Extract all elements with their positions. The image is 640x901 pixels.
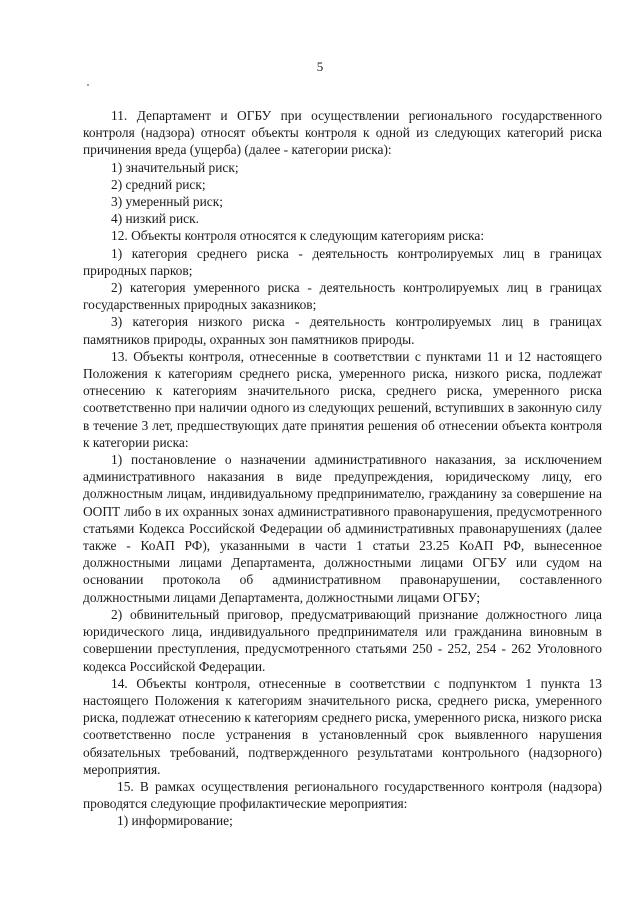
paragraph: 13. Объекты контроля, отнесенные в соответствии с пунктами 11 и 12 настоящего Положения к категориям среднего риска, умеренного риска, низкого риска, подлежат отнесению к категориям значительного риска, среднего риска, умеренного риска соответственно при наличии одного из следующих решений, вступивших в законную силу в течение 3 лет, предшествующих дате принятия решения об отнесении объекта контроля к категории риска: [83, 348, 602, 450]
paragraph: 1) информирование; [117, 813, 233, 829]
document-body [83, 107, 602, 830]
paragraph: 3) умеренный риск; [111, 194, 223, 210]
paragraph: 11. Департамент и ОГБУ при осуществлении регионального государственного контроля (надзора) относят объекты контроля к одной из следующих категорий риска причинения вреда (ущерба) (далее - категории риска): [83, 108, 602, 158]
scan-speck [87, 84, 89, 86]
paragraph: 1) категория среднего риска - деятельность контролируемых лиц в границах природных парков; [83, 245, 602, 278]
paragraph: 14. Объекты контроля, отнесенные в соответствии с подпунктом 1 пункта 13 настоящего Положения к категориям значительного риска, среднего риска, умеренного риска, подлежат отнесению к категориям среднего риска, умеренного риска, низкого риска соответственно после устранения в установленный срок выявленного нарушения обязательных требований, подтвержденного результатами контрольного (надзорного) мероприятия. [83, 675, 602, 777]
paragraph: 15. В рамках осуществления регионального государственного контроля (надзора) проводятся следующие профилактические мероприятия: [83, 778, 602, 812]
paragraph: 4) низкий риск. [111, 211, 199, 227]
paragraph: 12. Объекты контроля относятся к следующим категориям риска: [111, 228, 485, 244]
paragraph: 2) категория умеренного риска - деятельность контролируемых лиц в границах государственных природных заказников; [83, 280, 602, 313]
paragraph: 2) обвинительный приговор, предусматривающий признание должностного лица юридического лица, индивидуального предпринимателя или гражданина виновным в совершении преступления, предусмотренного статьями 250 - 252, 254 - 262 Уголовного кодекса Российской Федерации. [83, 606, 602, 674]
paragraph: 2) средний риск; [111, 176, 206, 192]
paragraph: 1) постановление о назначении административного наказания, за исключением административного наказания в виде предупреждения, юридическому лицу, его должностным лицам, индивидуальному предпринимателю, гражданину за совершение на ООПТ либо в их охранных зонах административного правонарушения, предусмотренного статьями Кодекса Российской Федерации об административных правонарушениях (далее также - КоАП РФ), указанными в части 1 статьи 23.25 КоАП РФ, вынесенное должностными лицами Департамента, должностными лицами ОГБУ или судом на основании протокола об административном правонарушении, составленного должностными лицами Департамента, должностными лицами ОГБУ; [83, 452, 602, 605]
page-number: 5 [316, 59, 324, 74]
paragraph: 3) категория низкого риска - деятельность контролируемых лиц в границах памятников природы, охранных зон памятников природы. [83, 314, 602, 347]
paragraph: 1) значительный риск; [111, 159, 239, 175]
